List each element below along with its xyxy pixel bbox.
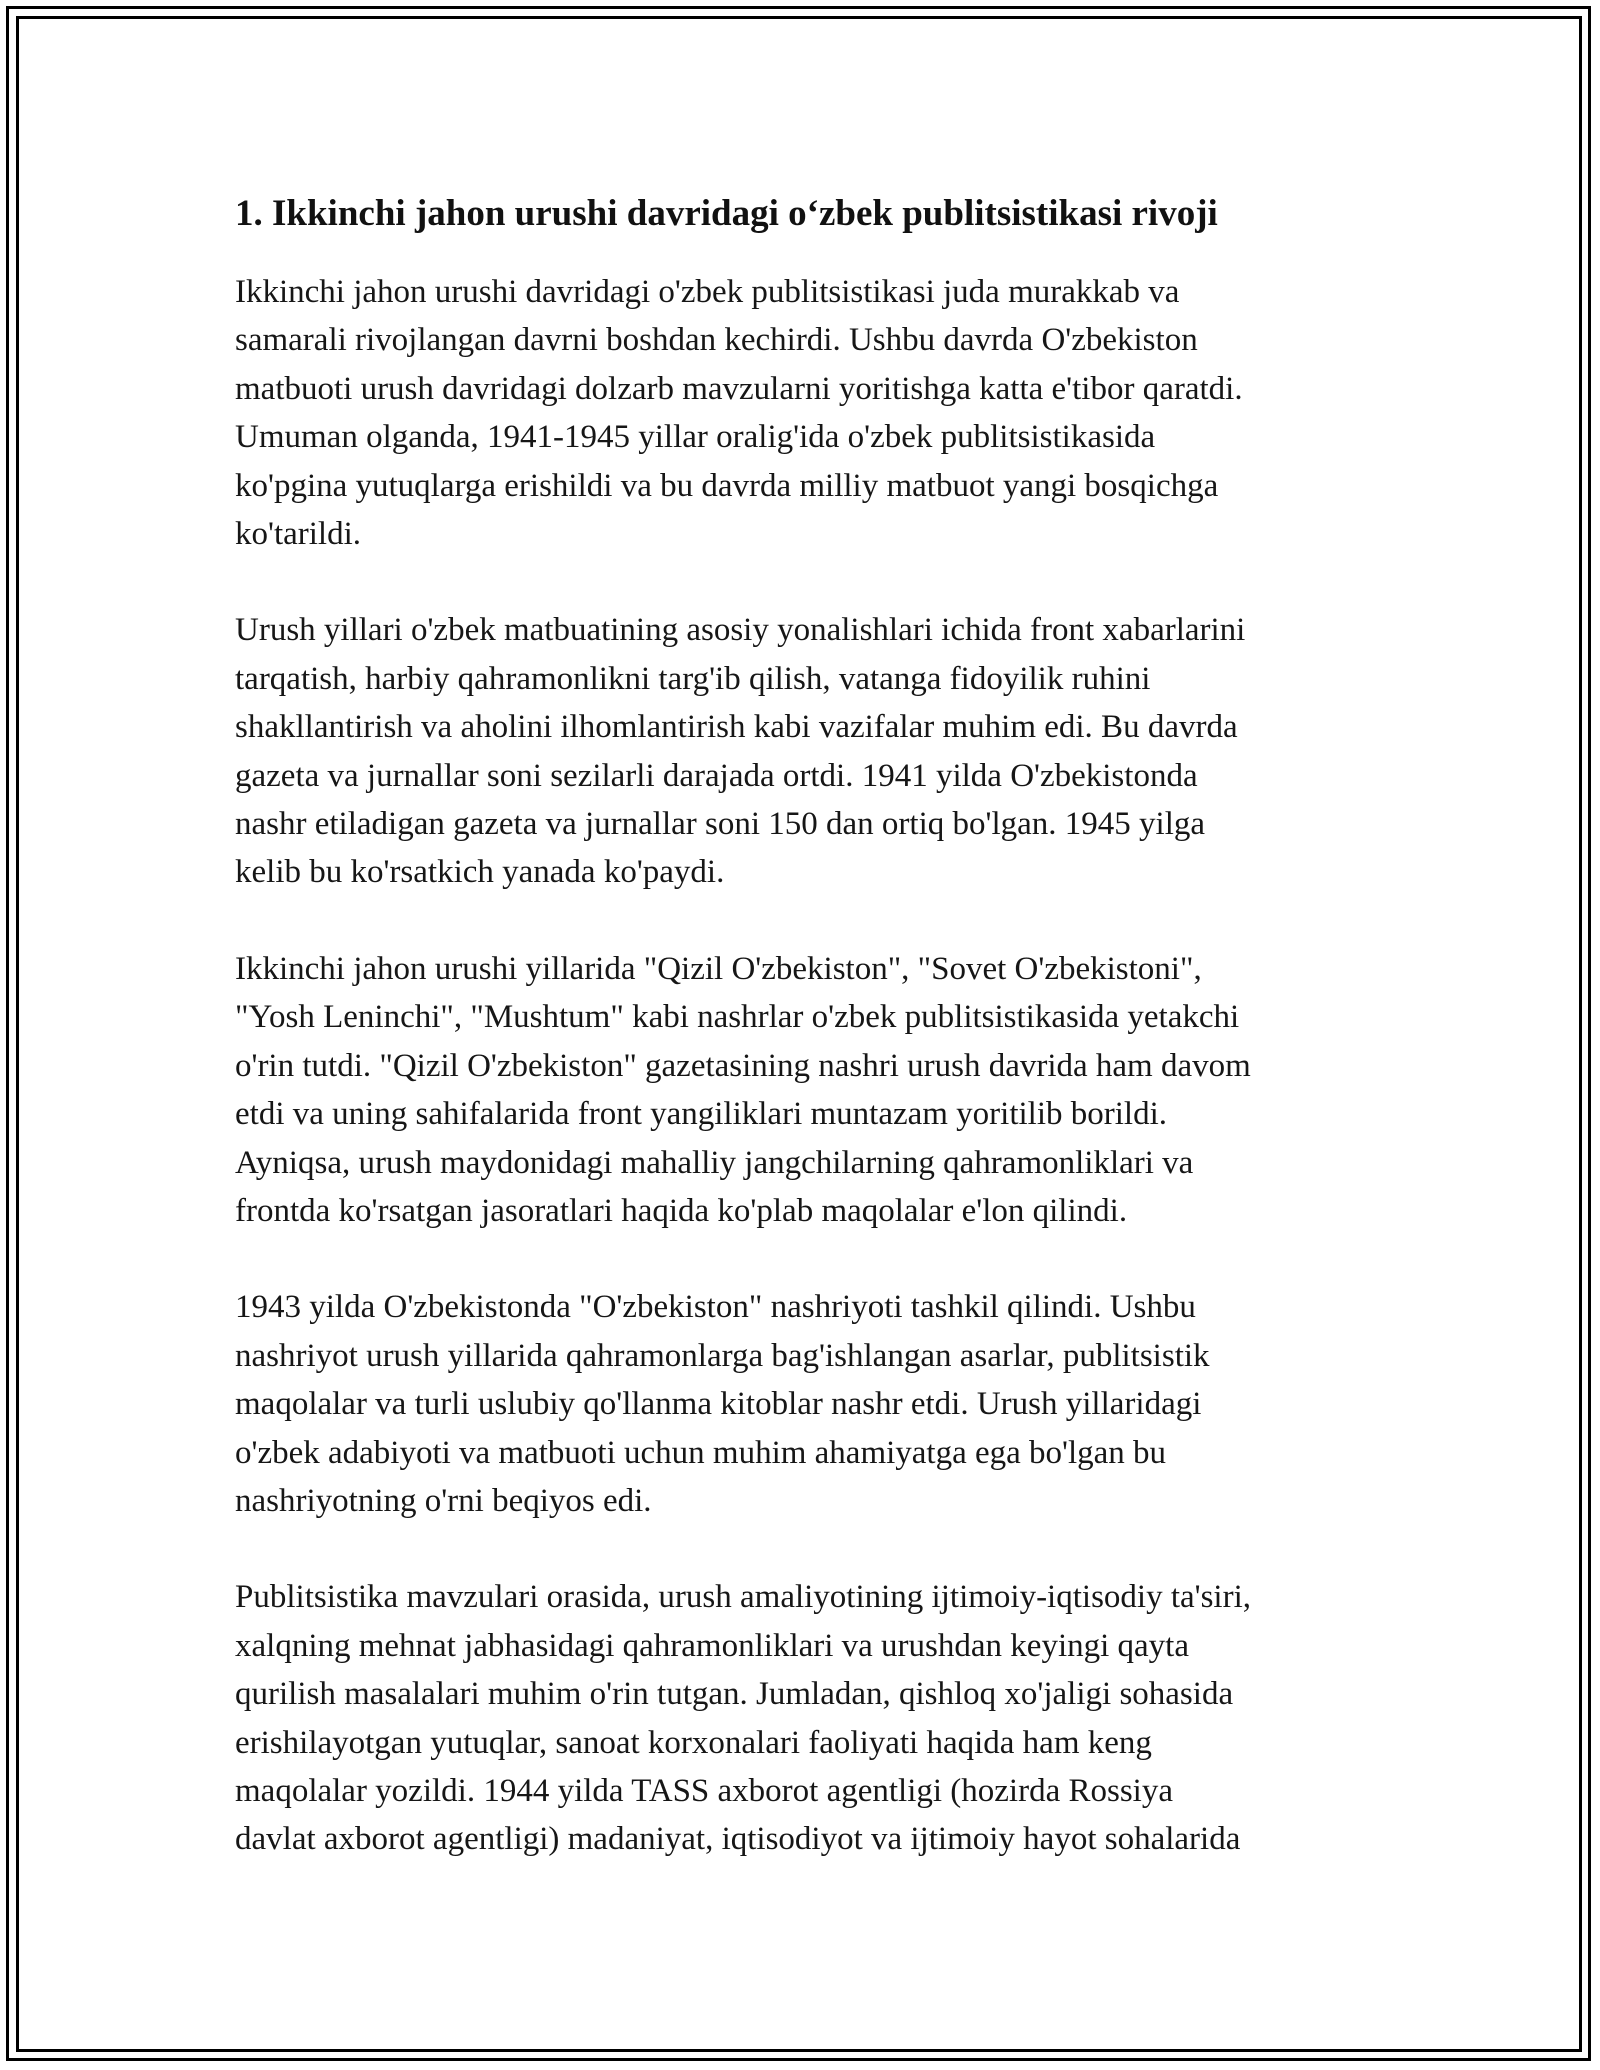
text-line: gazeta va jurnallar soni sezilarli darajada ortdi. 1941 yilda O'zbekistonda (235, 757, 1198, 794)
text-line: "Yosh Leninchi", "Mushtum" kabi nashrlar o'zbek publitsistikasida yetakchi (235, 999, 1240, 1036)
text-line: nashr etiladigan gazeta va jurnallar soni 150 dan ortiq bo'lgan. 1945 yilga (235, 806, 1206, 843)
section-title: 1. Ikkinchi jahon urushi davridagi o‘zbek publitsistikasi rivoji (235, 193, 1218, 234)
text-line: shakllantirish va aholini ilhomlantirish kabi vazifalar muhim edi. Bu davrda (235, 709, 1238, 746)
text-line: etdi va uning sahifalarida front yangiliklari muntazam yoritilib borildi. (235, 1096, 1168, 1133)
text-line: kelib bu ko'rsatkich yanada ko'paydi. (235, 854, 725, 891)
text-line: matbuoti urush davridagi dolzarb mavzularni yoritishga katta e'tibor qaratdi. (235, 370, 1243, 407)
text-line: tarqatish, harbiy qahramonlikni targ'ib qilish, vatanga fidoyilik ruhini (235, 660, 1151, 697)
text-line: o'rin tutdi. "Qizil O'zbekiston" gazetasining nashri urush davrida ham davom (235, 1047, 1251, 1084)
text-line: Umuman olganda, 1941-1945 yillar oralig'ida o'zbek publitsistikasida (235, 419, 1156, 456)
text-line: Ikkinchi jahon urushi davridagi o'zbek publitsistikasi juda murakkab va (235, 274, 1180, 310)
text-line: ko'pgina yutuqlarga erishildi va bu davrda milliy matbuot yangi bosqichga (235, 467, 1219, 504)
paragraph-4 (235, 1283, 1375, 1525)
text-line: maqolalar va turli uslubiy qo'llanma kitoblar nashr etdi. Urush yillaridagi (235, 1386, 1202, 1423)
text-line: davlat axborot agentligi) madaniyat, iqtisodiyot va ijtimoiy hayot sohalarida (235, 1821, 1241, 1858)
text-line: o'zbek adabiyoti va matbuoti uchun muhim ahamiyatga ega bo'lgan bu (235, 1434, 1167, 1471)
text-line: ko'tarildi. (235, 516, 362, 553)
text-line: Ayniqsa, urush maydonidagi mahalliy jangchilarning qahramonliklari va (235, 1144, 1194, 1181)
paragraph-1 (235, 268, 1375, 558)
text-line: erishilayotgan yutuqlar, sanoat korxonalari faoliyati haqida ham keng (235, 1724, 1152, 1761)
text-line: samarali rivojlangan davrni boshdan kechirdi. Ushbu davrda O'zbekiston (235, 322, 1198, 359)
text-line: qurilish masalalari muhim o'rin tutgan. Jumladan, qishloq xo'jaligi sohasida (235, 1676, 1234, 1713)
text-line: nashriyotning o'rni beqiyos edi. (235, 1482, 652, 1519)
paragraph-3 (235, 945, 1375, 1235)
text-line: Ikkinchi jahon urushi yillarida "Qizil O'zbekiston", "Sovet O'zbekistoni", (235, 950, 1202, 987)
paragraph-5 (235, 1573, 1375, 1863)
text-line: frontda ko'rsatgan jasoratlari haqida ko'plab maqolalar e'lon qilindi. (235, 1192, 1128, 1229)
text-line: 1943 yilda O'zbekistonda "O'zbekiston" nashriyoti tashkil qilindi. Ushbu (235, 1289, 1196, 1326)
text-line: maqolalar yozildi. 1944 yilda TASS axborot agentligi (hozirda Rossiya (235, 1772, 1174, 1809)
text-line: Urush yillari o'zbek matbuatining asosiy yonalishlari ichida front xabarlarini (235, 612, 1246, 649)
document-body (235, 188, 1375, 1912)
text-line: xalqning mehnat jabhasidagi qahramonliklari va urushdan keyingi qayta (235, 1627, 1189, 1664)
text-line: Publitsistika mavzulari orasida, urush amaliyotining ijtimoiy-iqtisodiy ta'siri, (235, 1579, 1252, 1616)
paragraph-2 (235, 606, 1375, 896)
text-line: nashriyot urush yillarida qahramonlarga bag'ishlangan asarlar, publitsistik (235, 1337, 1210, 1374)
